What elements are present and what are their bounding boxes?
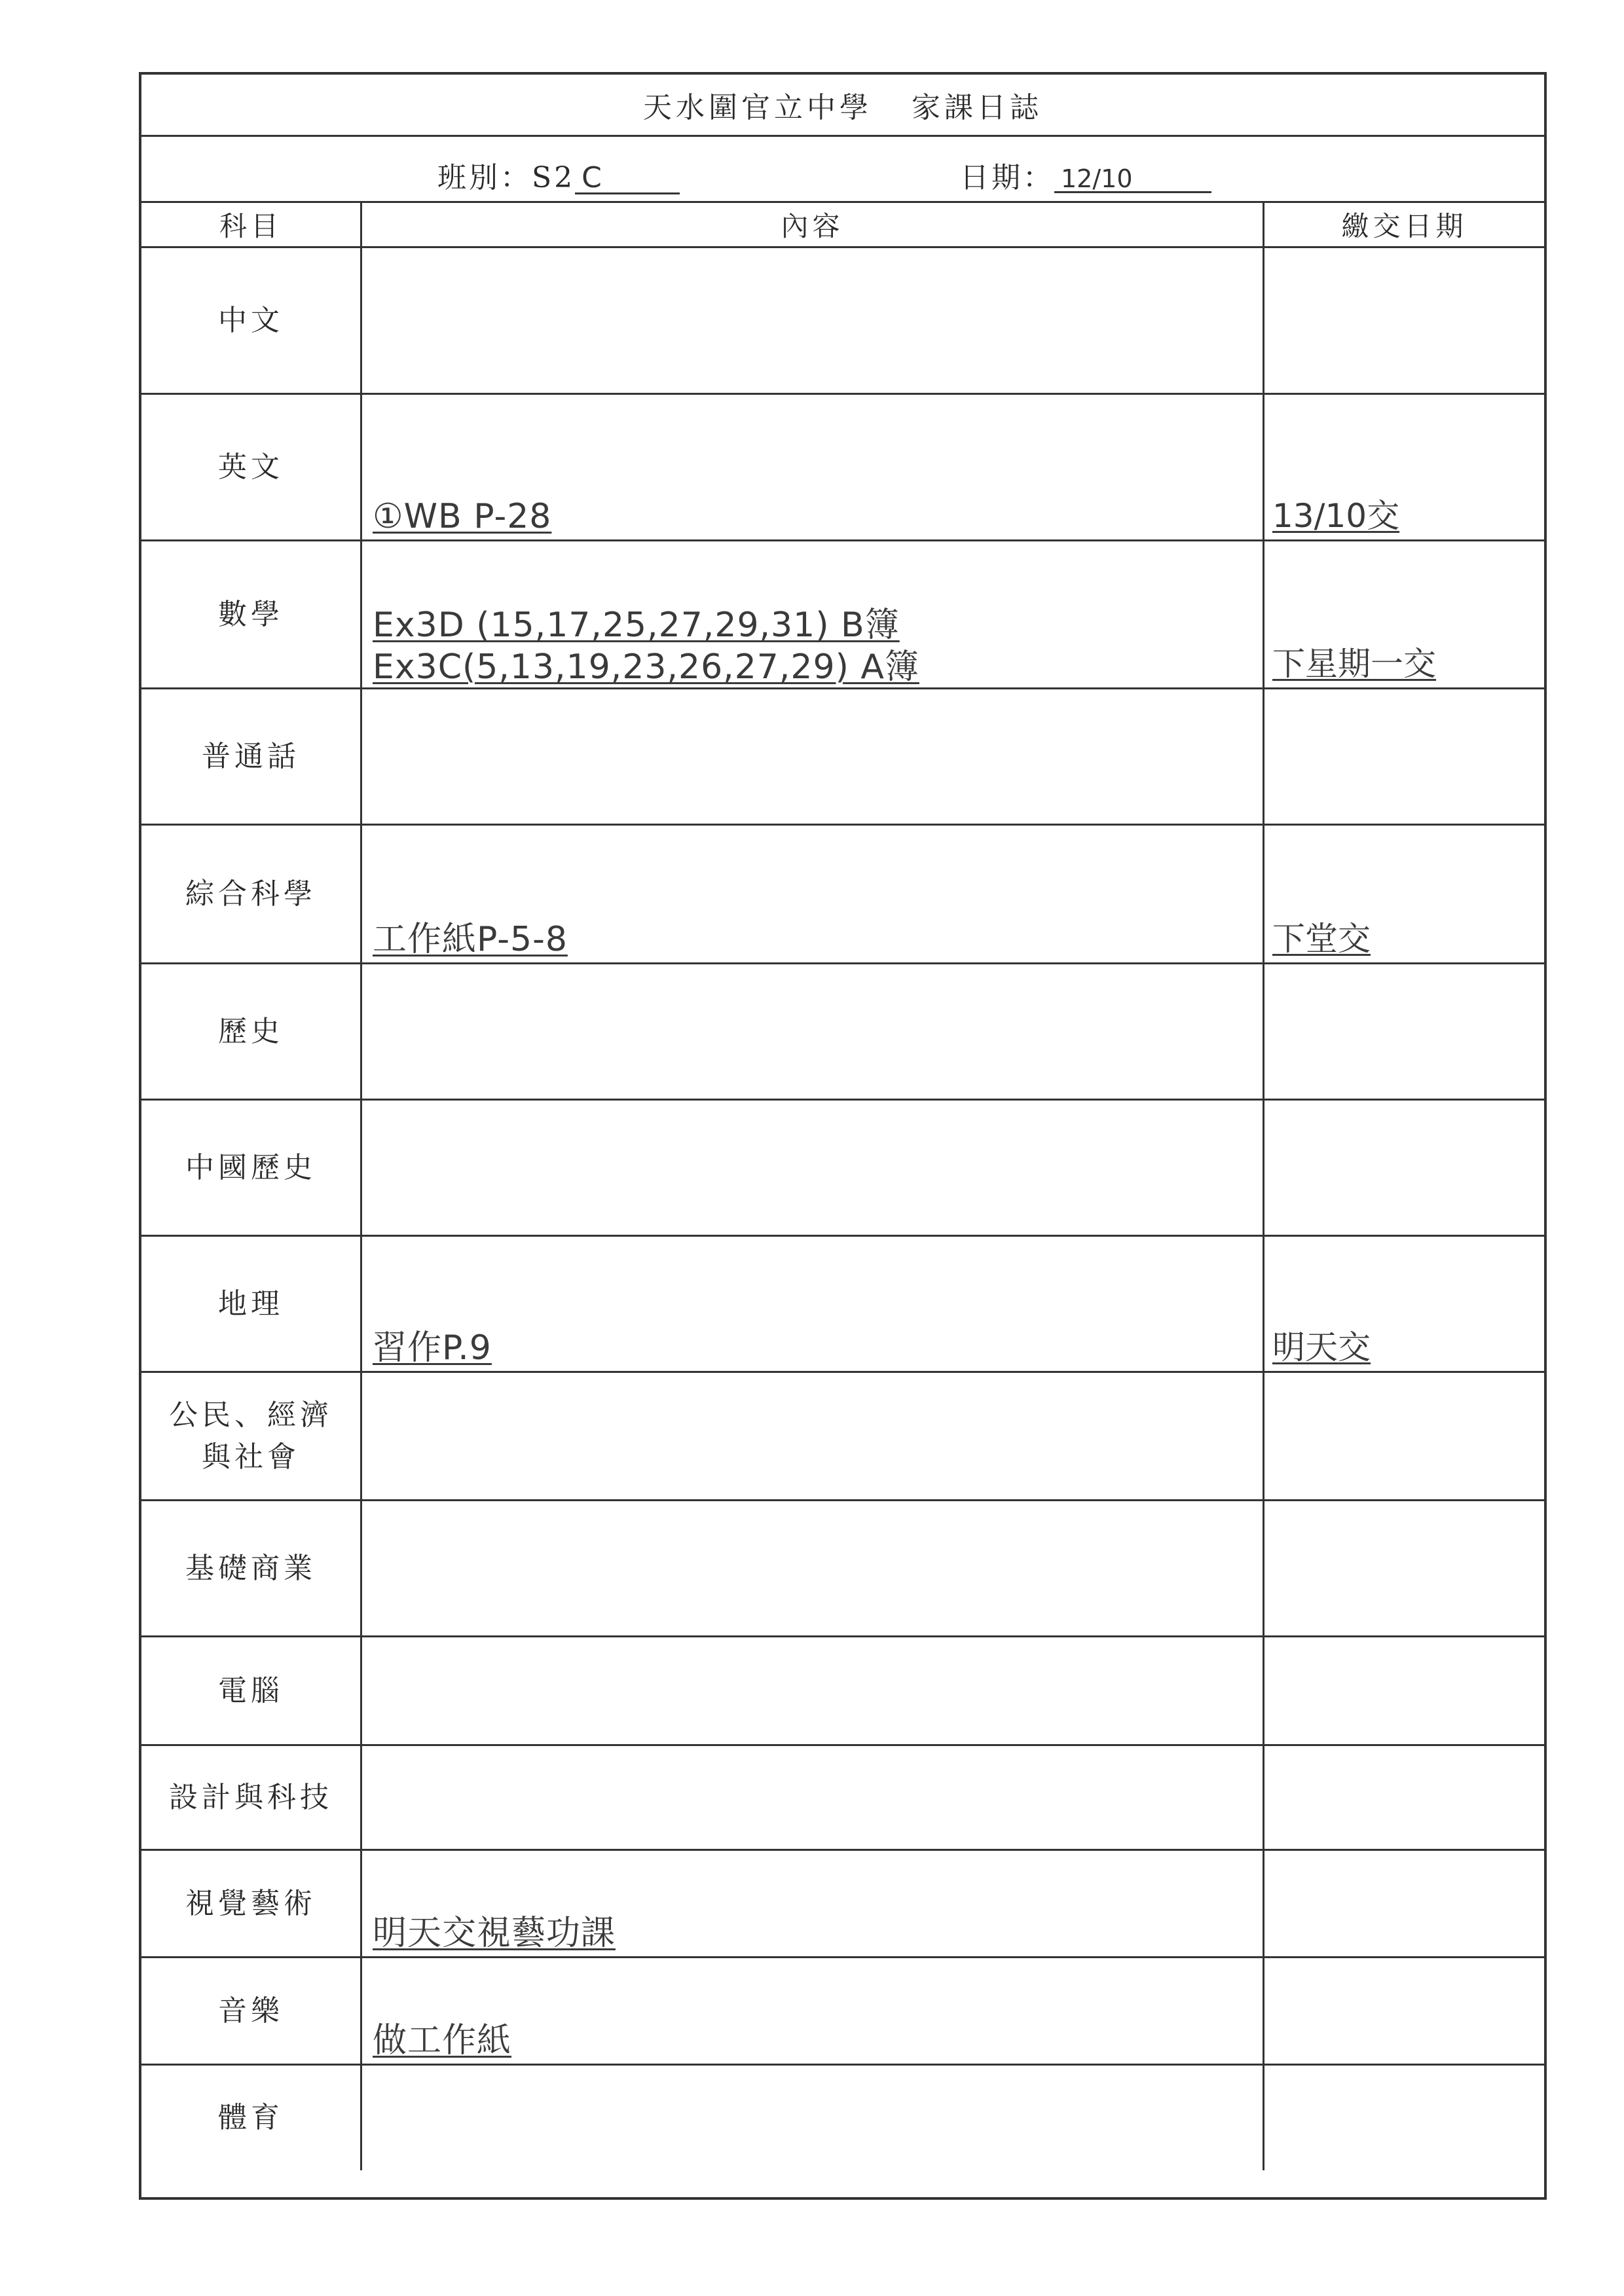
handwritten-entry-group [373,604,919,687]
handwritten-entry: 明天交視藝功課 [373,1914,616,1954]
date-value: 12/10 [1054,166,1211,193]
due-citizenship-economics-society [1264,1373,1544,1501]
content-putonghua [362,689,1264,826]
handwritten-entry: 工作紙P-5-8 [373,920,568,960]
handwritten-due: 下星期一交 [1272,645,1436,683]
subject-english: 英文 [141,395,362,541]
content-chinese-history [362,1101,1264,1237]
due-music [1264,1958,1544,2066]
due-history [1264,964,1544,1101]
due-english [1264,395,1544,541]
content-computer [362,1637,1264,1746]
subject-geography: 地理 [141,1237,362,1373]
handwritten-due: 明天交 [1272,1328,1371,1366]
content-geography [362,1237,1264,1373]
content-basic-business [362,1501,1264,1637]
due-integrated-science [1264,826,1544,964]
due-math [1264,541,1544,689]
content-integrated-science [362,826,1264,964]
content-history [362,964,1264,1101]
handwritten-entry: Ex3C(5,13,19,23,26,27,29) A簿 [373,647,919,687]
subject-citizenship-economics-society [141,1373,362,1501]
content-design-technology [362,1746,1264,1851]
subject-visual-arts: 視覺藝術 [141,1851,362,1958]
date-label: 日期： [960,161,1054,194]
subject-math: 數學 [141,541,362,689]
content-citizenship-economics-society [362,1373,1264,1501]
content-math [362,541,1264,689]
subject-computer: 電腦 [141,1637,362,1746]
handwritten-due: 13/10交 [1272,497,1400,535]
school-name: 天水圍官立中學 [643,91,872,124]
homework-table [141,203,1544,2170]
subject-pe: 體育 [141,2066,362,2170]
subject-integrated-science: 綜合科學 [141,826,362,964]
handwritten-entry: 做工作紙 [373,2021,512,2061]
handwritten-entry: 習作P.9 [373,1328,492,1368]
due-computer [1264,1637,1544,1746]
content-music [362,1958,1264,2066]
form-title [141,75,1544,137]
content-pe [362,2066,1264,2170]
content-chinese [362,248,1264,395]
content-english [362,395,1264,541]
due-geography [1264,1237,1544,1373]
subject-line: 公民、經濟 [169,1398,333,1432]
due-chinese [1264,248,1544,395]
class-field [437,154,680,196]
class-date-row [141,137,1544,203]
content-visual-arts [362,1851,1264,1958]
due-basic-business [1264,1501,1544,1637]
handwritten-due: 下堂交 [1272,920,1371,958]
subject-basic-business: 基礎商業 [141,1501,362,1637]
handwritten-entry: ①WB P-28 [373,497,552,537]
due-pe [1264,2066,1544,2170]
subject-music: 音樂 [141,1958,362,2066]
subject-chinese-history: 中國歷史 [141,1101,362,1237]
class-value: C [575,164,680,194]
header-due: 繳交日期 [1264,203,1544,248]
homework-diary-form [139,72,1547,2200]
subject-line: 與社會 [202,1440,300,1474]
form-name: 家課日誌 [912,91,1043,124]
date-field [960,154,1211,196]
subject-design-technology: 設計與科技 [141,1746,362,1851]
handwritten-entry: Ex3D (15,17,25,27,29,31) B簿 [373,606,900,646]
due-chinese-history [1264,1101,1544,1237]
subject-history: 歷史 [141,964,362,1101]
due-putonghua [1264,689,1544,826]
subject-putonghua: 普通話 [141,689,362,826]
class-label: 班別：S2 [437,161,576,194]
header-content: 內容 [362,203,1264,248]
header-subject: 科目 [141,203,362,248]
due-visual-arts [1264,1851,1544,1958]
due-design-technology [1264,1746,1544,1851]
subject-chinese: 中文 [141,248,362,395]
